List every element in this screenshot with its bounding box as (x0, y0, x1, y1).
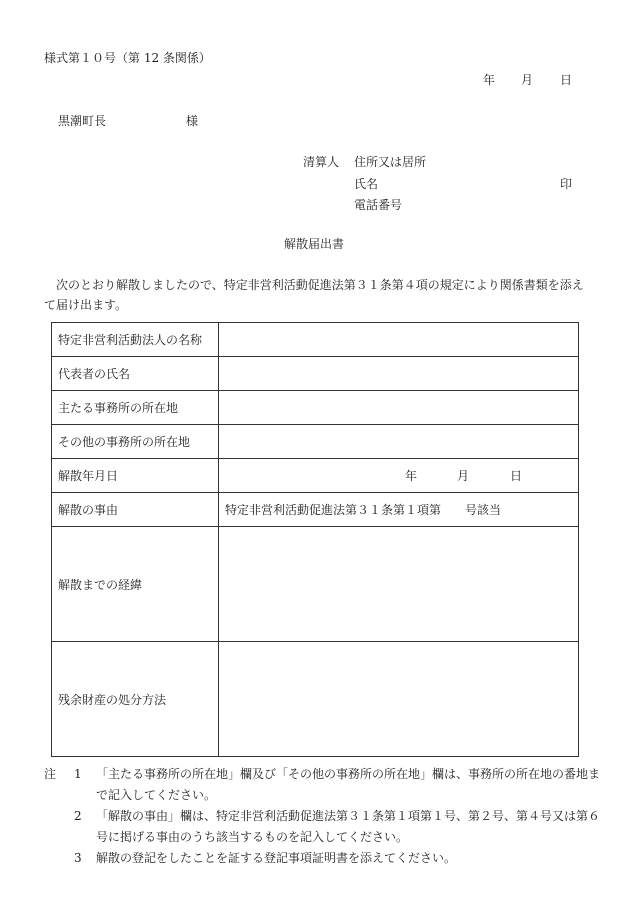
dissolution-date-field[interactable] (219, 459, 579, 493)
document-title: 解散届出書 (284, 237, 345, 251)
form-table (51, 322, 579, 757)
table-row (52, 425, 579, 459)
table-row (52, 527, 579, 642)
row-label: その他の事務所の所在地 (52, 425, 219, 459)
note-number: 2 (74, 809, 82, 823)
header-date-month: 月 (521, 73, 534, 87)
row-label: 解散までの経緯 (52, 527, 219, 642)
row-label: 特定非営利活動法人の名称 (52, 323, 219, 357)
row-value-field[interactable] (219, 323, 579, 357)
note-item (44, 848, 604, 869)
seal-mark: 印 (560, 177, 573, 191)
row-label: 主たる事務所の所在地 (52, 391, 219, 425)
notes-lead: 注 (44, 767, 57, 781)
row-label: 残余財産の処分方法 (52, 642, 219, 757)
row-label: 解散の事由 (52, 493, 219, 527)
header-date-year: 年 (483, 73, 496, 87)
table-row (52, 459, 579, 493)
note-item (44, 806, 604, 848)
liquidator-phone-label: 電話番号 (354, 198, 403, 212)
note-number: 1 (74, 767, 82, 781)
liquidator-address-label: 住所又は居所 (354, 155, 427, 169)
row-label: 解散年月日 (52, 459, 219, 493)
table-row (52, 357, 579, 391)
note-number: 3 (74, 851, 82, 865)
form-number: 様式第１０号（第 12 条関係） (44, 51, 211, 65)
row-label: 代表者の氏名 (52, 357, 219, 391)
note-text: 「解散の事由」欄は、特定非営利活動促進法第３１条第１項第１号、第２号、第４号又は第６号に掲げる事由のうち該当するものを記入してください。 (96, 809, 601, 844)
table-row (52, 323, 579, 357)
note-text: 解散の登記をしたことを証する登記事項証明書を添えてください。 (96, 851, 457, 865)
row-value-field[interactable] (219, 642, 579, 757)
liquidator-name-label: 氏名 (354, 177, 379, 191)
date-year-label: 年 (405, 469, 418, 483)
addressee-name: 黒潮町長 (58, 114, 107, 128)
intro-paragraph: 次のとおり解散しましたので、特定非営利活動促進法第３１条第４項の規定により関係書類を添えて届け出ます。 (44, 278, 584, 312)
notes-section (44, 764, 604, 869)
note-item (44, 764, 604, 806)
date-day-label: 日 (510, 469, 523, 483)
table-row (52, 642, 579, 757)
table-row (52, 493, 579, 527)
row-value-field[interactable] (219, 425, 579, 459)
row-value-field[interactable] (219, 527, 579, 642)
liquidator-role: 清算人 (303, 155, 340, 169)
date-month-label: 月 (457, 469, 470, 483)
row-value-field[interactable] (219, 357, 579, 391)
note-text: 「主たる事務所の所在地」欄及び「その他の事務所の所在地」欄は、事務所の所在地の番地まで記入してください。 (96, 767, 601, 802)
addressee-honorific: 様 (186, 114, 199, 128)
table-row (52, 391, 579, 425)
header-date-day: 日 (560, 73, 573, 87)
row-value-field[interactable] (219, 391, 579, 425)
row-value-field[interactable]: 特定非営利活動促進法第３１条第１項第 号該当 (219, 493, 579, 527)
